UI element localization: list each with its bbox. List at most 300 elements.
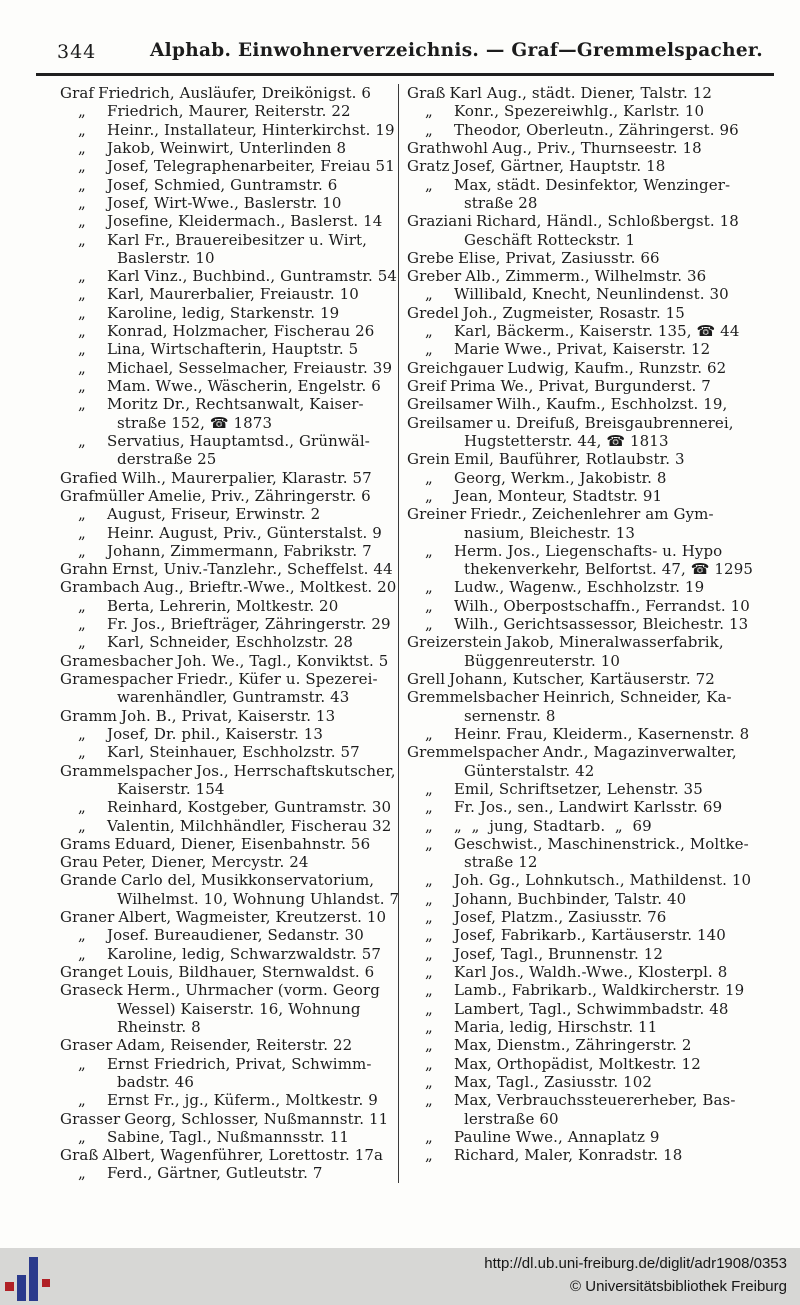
entry-text: August, Friseur, Erwinstr. 2	[107, 505, 321, 524]
entry-text: Wilh., Kaufm., Eschholzst. 19,	[496, 395, 728, 414]
directory-entry	[60, 908, 398, 926]
entry-continuation: straße 152, ☎ 1873	[117, 413, 273, 432]
ditto-mark: „	[78, 138, 86, 157]
directory-entry	[60, 1146, 398, 1164]
entry-text: Karl Vinz., Buchbind., Guntramstr. 54	[107, 267, 398, 286]
entry-text: Max, städt. Desinfektor, Wenzinger-	[454, 175, 731, 194]
entry-text: Prima We., Privat, Burgunderst. 7	[449, 377, 711, 395]
entry-text: Johann, Zimmermann, Fabrikstr. 7	[107, 541, 372, 560]
ditto-mark: „	[78, 505, 86, 524]
ditto-mark: „	[78, 633, 86, 652]
entry-text: Joh., Zugmeister, Rosastr. 15	[462, 303, 685, 322]
directory-entry	[407, 414, 778, 451]
surname: Graziani	[407, 212, 472, 231]
directory-entry	[407, 578, 778, 596]
ditto-mark: „	[78, 303, 86, 322]
entry-text: „ „ jung, Stadtarb. „ 69	[454, 816, 652, 835]
entry-text: Elise, Privat, Zasiusstr. 66	[458, 248, 660, 267]
entry-text: Heinr. August, Priv., Günterstalst. 9	[107, 523, 382, 542]
entry-text: Josef. Bureaudiener, Sedanstr. 30	[107, 926, 364, 945]
surname: Grahn	[60, 560, 108, 579]
directory-entry	[407, 487, 778, 505]
directory-entry	[407, 1055, 778, 1073]
entry-text: u. Dreifuß, Breisgaubrennerei,	[496, 413, 734, 432]
entry-continuation: Kaiserstr. 154	[117, 779, 225, 798]
entry-text: Moritz Dr., Rechtsanwalt, Kaiser-	[107, 395, 364, 414]
ditto-mark: „	[78, 798, 86, 817]
entry-text: Johann, Buchbinder, Talstr. 40	[454, 889, 687, 908]
entry-text: Emil, Bauführer, Rotlaubstr. 3	[454, 450, 685, 469]
entry-text: Jakob, Mineralwasserfabrik,	[506, 633, 724, 652]
directory-entry	[407, 615, 778, 633]
entry-text: Aug., Brieftr.-Wwe., Moltkest. 20	[143, 578, 397, 597]
entry-continuation: Hugstetterstr. 44, ☎ 1813	[464, 431, 669, 450]
entry-text: Wilh., Maurerpalier, Klarastr. 57	[121, 468, 372, 487]
surname: Grammelspacher	[60, 761, 192, 780]
ditto-mark: „	[425, 615, 433, 634]
page-title: Alphab. Einwohnerverzeichnis. — Graf—Gremmelspacher.	[150, 40, 764, 61]
entry-continuation: sernenstr. 8	[464, 706, 556, 725]
entry-continuation: warenhändler, Guntramstr. 43	[117, 688, 350, 707]
directory-entry	[407, 981, 778, 999]
ditto-mark: „	[425, 322, 433, 341]
ditto-mark: „	[78, 1054, 86, 1073]
surname: Graf	[60, 84, 95, 102]
ditto-mark: „	[78, 230, 86, 249]
directory-entry	[407, 121, 778, 139]
ditto-mark: „	[78, 724, 86, 743]
directory-entry	[60, 176, 398, 194]
surname: Grafied	[60, 468, 118, 487]
ditto-mark: „	[425, 120, 433, 139]
source-url: http://dl.ub.uni-freiburg.de/diglit/adr1908/0353	[484, 1255, 787, 1272]
ditto-mark: „	[78, 175, 86, 194]
page-number: 344	[57, 41, 97, 63]
surname: Grafmüller	[60, 486, 145, 505]
surname: Graß	[60, 1146, 99, 1165]
ditto-mark: „	[78, 322, 86, 341]
entry-text: Heinr. Frau, Kleiderm., Kasernenstr. 8	[454, 724, 750, 743]
page-header	[0, 40, 800, 66]
entry-text: Max, Orthopädist, Moltkestr. 12	[454, 1054, 701, 1073]
surname: Greif	[407, 377, 446, 395]
surname: Gredel	[407, 303, 459, 322]
ditto-mark: „	[425, 963, 433, 981]
ditto-mark: „	[425, 889, 433, 908]
directory-entry	[60, 926, 398, 944]
entry-continuation: straße 12	[464, 853, 538, 872]
directory-entry	[407, 139, 778, 157]
ditto-mark: „	[78, 1127, 86, 1146]
ditto-mark: „	[78, 1164, 86, 1183]
directory-entry	[60, 524, 398, 542]
directory-entry	[60, 1055, 398, 1092]
ditto-mark: „	[78, 395, 86, 414]
entry-text: Richard, Maler, Konradstr. 18	[454, 1146, 683, 1165]
directory-entry	[60, 505, 398, 523]
entry-text: Konrad, Holzmacher, Fischerau 26	[107, 322, 375, 341]
entry-continuation: derstraße 25	[117, 450, 217, 469]
surname: Gramesbacher	[60, 651, 173, 670]
entry-continuation: Baslerstr. 10	[117, 248, 215, 267]
logo-red-square-left	[5, 1282, 14, 1291]
surname: Greichgauer	[407, 358, 504, 377]
directory-columns	[60, 84, 778, 1183]
ditto-mark: „	[425, 944, 433, 963]
directory-entry	[407, 597, 778, 615]
ditto-mark: „	[425, 926, 433, 945]
entry-text: Carlo del, Musikkonservatorium,	[120, 871, 375, 890]
surname: Greilsamer	[407, 413, 493, 432]
entry-continuation: Geschäft Rotteckstr. 1	[464, 230, 636, 249]
entry-text: Ferd., Gärtner, Gutleutstr. 7	[107, 1164, 323, 1183]
ditto-mark: „	[425, 871, 433, 890]
ditto-mark: „	[425, 578, 433, 597]
directory-entry	[407, 963, 778, 981]
entry-text: Peter, Diener, Mercystr. 24	[102, 853, 309, 872]
ditto-mark: „	[425, 834, 433, 853]
directory-entry	[60, 194, 398, 212]
directory-entry	[407, 670, 778, 688]
entry-text: Josef, Fabrikarb., Kartäuserstr. 140	[454, 926, 726, 945]
directory-entry	[60, 1091, 398, 1109]
ditto-mark: „	[78, 285, 86, 304]
entry-text: Herm. Jos., Liegenschafts- u. Hypo	[454, 541, 723, 560]
entry-continuation: straße 28	[464, 193, 538, 212]
entry-text: Joh. We., Tagl., Konviktst. 5	[176, 651, 389, 670]
entry-text: Fr. Jos., Briefträger, Zähringerstr. 29	[107, 615, 391, 634]
directory-entry	[60, 707, 398, 725]
entry-text: Geschwist., Maschinenstrick., Moltke-	[454, 834, 749, 853]
surname: Gremmelsbacher	[407, 688, 539, 707]
entry-text: Max, Tagl., Zasiusstr. 102	[454, 1072, 653, 1091]
ditto-mark: „	[425, 724, 433, 743]
entry-text: Karl, Steinhauer, Eschholzstr. 57	[107, 743, 360, 762]
entry-text: Sabine, Tagl., Nußmannsstr. 11	[107, 1127, 350, 1146]
entry-text: Josefine, Kleidermach., Baslerst. 14	[107, 212, 383, 231]
ditto-mark: „	[425, 102, 433, 121]
ditto-mark: „	[425, 596, 433, 615]
directory-entry	[407, 1091, 778, 1128]
directory-entry	[407, 542, 778, 579]
surname: Grathwohl	[407, 138, 489, 157]
directory-entry	[407, 505, 778, 542]
directory-entry	[60, 817, 398, 835]
entry-text: Josef, Schmied, Guntramstr. 6	[107, 175, 338, 194]
ditto-mark: „	[78, 944, 86, 963]
surname: Gramespacher	[60, 670, 173, 688]
ditto-mark: „	[78, 193, 86, 212]
directory-entry	[60, 981, 398, 1036]
entry-text: Max, Dienstm., Zähringerstr. 2	[454, 1036, 692, 1055]
directory-entry	[60, 670, 398, 707]
directory-entry	[60, 1036, 398, 1054]
logo-blue-bar-tall	[29, 1257, 38, 1301]
entry-text: Adam, Reisender, Reiterstr. 22	[116, 1036, 353, 1055]
surname: Grein	[407, 450, 450, 469]
ditto-mark: „	[78, 743, 86, 762]
entry-text: Jean, Monteur, Stadtstr. 91	[454, 486, 663, 505]
directory-entry	[407, 176, 778, 213]
entry-text: Jos., Herrschaftskutscher,	[195, 761, 396, 780]
entry-text: Max, Verbrauchssteuererheber, Bas-	[454, 1091, 736, 1110]
ditto-mark: „	[425, 340, 433, 359]
directory-entry	[60, 633, 398, 651]
entry-text: Friedr., Küfer u. Spezerei-	[176, 670, 378, 688]
entry-text: Mam. Wwe., Wäscherin, Engelstr. 6	[107, 377, 381, 395]
entry-text: Karl, Schneider, Eschholzstr. 28	[107, 633, 354, 652]
directory-entry	[407, 304, 778, 322]
entry-text: Ernst Fr., jg., Küferm., Moltkestr. 9	[107, 1091, 378, 1110]
entry-text: Georg, Schlosser, Nußmannstr. 11	[124, 1109, 389, 1128]
entry-text: Fr. Jos., sen., Landwirt Karlsstr. 69	[454, 798, 723, 817]
ub-freiburg-logo-icon	[0, 1248, 60, 1305]
directory-entry	[407, 1073, 778, 1091]
entry-text: Theodor, Oberleutn., Zähringerst. 96	[454, 120, 739, 139]
entry-text: Maria, ledig, Hirschstr. 11	[454, 1017, 658, 1036]
ditto-mark: „	[425, 816, 433, 835]
surname: Gratz	[407, 157, 450, 176]
directory-entry	[407, 212, 778, 249]
surname: Greizerstein	[407, 633, 503, 652]
directory-entry	[407, 835, 778, 872]
ditto-mark: „	[425, 1036, 433, 1055]
directory-entry	[60, 340, 398, 358]
directory-entry	[60, 395, 398, 432]
entry-text: Josef, Telegraphenarbeiter, Freiau 51	[107, 157, 395, 176]
surname: Greber	[407, 267, 462, 286]
ditto-mark: „	[78, 523, 86, 542]
entry-text: Ludwig, Kaufm., Runzstr. 62	[507, 358, 727, 377]
directory-entry	[60, 304, 398, 322]
entry-text: Jakob, Weinwirt, Unterlinden 8	[107, 138, 347, 157]
directory-entry	[407, 340, 778, 358]
directory-entry	[60, 139, 398, 157]
ditto-mark: „	[425, 285, 433, 304]
directory-entry	[407, 817, 778, 835]
logo-red-square-right	[42, 1279, 50, 1287]
directory-entry	[407, 798, 778, 816]
ditto-mark: „	[78, 541, 86, 560]
entry-text: Herm., Uhrmacher (vorm. Georg	[126, 981, 380, 1000]
directory-entry	[60, 835, 398, 853]
surname: Grasser	[60, 1109, 121, 1128]
directory-entry	[60, 157, 398, 175]
entry-text: Johann, Kutscher, Kartäuserstr. 72	[449, 670, 715, 688]
footer-text	[484, 1254, 787, 1297]
directory-entry	[407, 322, 778, 340]
entry-continuation: Wilhelmst. 10, Wohnung Uhlandst. 7	[117, 889, 400, 908]
directory-entry	[407, 871, 778, 889]
surname: Grebe	[407, 248, 455, 267]
ditto-mark: „	[425, 798, 433, 817]
entry-continuation: Rheinstr. 8	[117, 1017, 201, 1036]
entry-text: Pauline Wwe., Annaplatz 9	[454, 1127, 660, 1146]
entry-text: Heinr., Installateur, Hinterkirchst. 19	[107, 120, 395, 139]
ditto-mark: „	[78, 358, 86, 377]
ditto-mark: „	[78, 615, 86, 634]
ditto-mark: „	[78, 1091, 86, 1110]
directory-entry	[407, 102, 778, 120]
entry-text: Ernst, Univ.-Tanzlehr., Scheffelst. 44	[111, 560, 393, 579]
directory-entry	[407, 926, 778, 944]
directory-entry	[60, 1128, 398, 1146]
surname: Grau	[60, 853, 99, 872]
directory-entry	[407, 285, 778, 303]
directory-entry	[60, 853, 398, 871]
ditto-mark: „	[425, 1127, 433, 1146]
directory-entry	[60, 267, 398, 285]
entry-text: Heinrich, Schneider, Ka-	[542, 688, 732, 707]
directory-entry	[407, 377, 778, 395]
directory-entry	[60, 377, 398, 395]
directory-entry	[60, 762, 398, 799]
surname: Greiner	[407, 505, 467, 524]
entry-text: Reinhard, Kostgeber, Guntramstr. 30	[107, 798, 392, 817]
entry-text: Wilh., Oberpostschaffn., Ferrandst. 10	[454, 596, 750, 615]
directory-entry	[407, 633, 778, 670]
entry-text: Georg, Werkm., Jakobistr. 8	[454, 468, 667, 487]
ditto-mark: „	[425, 1072, 433, 1091]
directory-entry	[407, 1036, 778, 1054]
ditto-mark: „	[425, 175, 433, 194]
entry-text: Karoline, ledig, Starkenstr. 19	[107, 303, 340, 322]
surname: Grande	[60, 871, 117, 890]
entry-text: Karl, Bäckerm., Kaiserstr. 135, ☎ 44	[454, 322, 740, 341]
directory-entry	[407, 1128, 778, 1146]
surname: Graseck	[60, 981, 123, 1000]
directory-entry	[60, 542, 398, 560]
directory-entry	[60, 1110, 398, 1128]
entry-text: Willibald, Knecht, Neunlindenst. 30	[454, 285, 729, 304]
ditto-mark: „	[78, 926, 86, 945]
directory-entry	[60, 469, 398, 487]
entry-text: Lambert, Tagl., Schwimmbadstr. 48	[454, 999, 729, 1018]
directory-entry	[60, 597, 398, 615]
surname: Granget	[60, 963, 123, 981]
directory-entry	[60, 652, 398, 670]
directory-entry	[60, 487, 398, 505]
directory-entry	[60, 725, 398, 743]
ditto-mark: „	[425, 1054, 433, 1073]
entry-continuation: nasium, Bleichestr. 13	[464, 523, 636, 542]
directory-entry	[60, 322, 398, 340]
entry-text: Karl Aug., städt. Diener, Talstr. 12	[449, 84, 712, 102]
entry-text: Friedrich, Ausläufer, Dreikönigst. 6	[98, 84, 372, 102]
entry-text: Richard, Händl., Schloßbergst. 18	[476, 212, 739, 231]
entry-text: Josef, Dr. phil., Kaiserstr. 13	[107, 724, 324, 743]
surname: Greilsamer	[407, 395, 493, 414]
entry-text: Friedrich, Maurer, Reiterstr. 22	[107, 102, 351, 121]
ditto-mark: „	[425, 981, 433, 1000]
directory-entry	[407, 359, 778, 377]
directory-entry	[407, 84, 778, 102]
surname: Graser	[60, 1036, 113, 1055]
ditto-mark: „	[425, 1091, 433, 1110]
directory-entry	[407, 725, 778, 743]
surname: Grambach	[60, 578, 140, 597]
directory-entry	[407, 688, 778, 725]
entry-text: Alb., Zimmerm., Wilhelmstr. 36	[465, 267, 707, 286]
entry-text: Josef, Gärtner, Hauptstr. 18	[453, 157, 666, 176]
surname: Graner	[60, 908, 115, 927]
entry-text: Joh. Gg., Lohnkutsch., Mathildenst. 10	[454, 871, 752, 890]
directory-entry	[60, 871, 398, 908]
entry-continuation: Wessel) Kaiserstr. 16, Wohnung	[117, 999, 361, 1018]
directory-entry	[407, 1018, 778, 1036]
ditto-mark: „	[78, 120, 86, 139]
entry-text: Lina, Wirtschafterin, Hauptstr. 5	[107, 340, 359, 359]
ditto-mark: „	[78, 212, 86, 231]
entry-text: Michael, Sesselmacher, Freiaustr. 39	[107, 358, 393, 377]
entry-continuation: lerstraße 60	[464, 1109, 559, 1128]
entry-text: Konr., Spezereiwhlg., Karlstr. 10	[454, 102, 705, 121]
directory-entry	[60, 285, 398, 303]
directory-entry	[407, 450, 778, 468]
entry-text: Josef, Wirt-Wwe., Baslerstr. 10	[107, 193, 342, 212]
ditto-mark: „	[78, 102, 86, 121]
directory-entry	[407, 890, 778, 908]
ditto-mark: „	[425, 541, 433, 560]
ditto-mark: „	[78, 340, 86, 359]
entry-text: Karoline, ledig, Schwarzwaldstr. 57	[107, 944, 381, 963]
entry-text: Berta, Lehrerin, Moltkestr. 20	[107, 596, 339, 615]
entry-text: Karl Jos., Waldh.-Wwe., Klosterpl. 8	[454, 963, 728, 981]
directory-entry	[407, 1146, 778, 1164]
directory-entry	[407, 249, 778, 267]
directory-entry	[60, 615, 398, 633]
entry-text: Servatius, Hauptamtsd., Grünwäl-	[107, 431, 370, 450]
directory-entry	[60, 231, 398, 268]
surname: Grams	[60, 834, 111, 853]
entry-text: Josef, Tagl., Brunnenstr. 12	[454, 944, 664, 963]
directory-entry	[60, 84, 398, 102]
entry-continuation: Günterstalstr. 42	[464, 761, 595, 780]
directory-entry	[60, 578, 398, 596]
entry-text: Valentin, Milchhändler, Fischerau 32	[107, 816, 392, 835]
entry-text: Ernst Friedrich, Privat, Schwimm-	[107, 1054, 372, 1073]
directory-entry	[60, 212, 398, 230]
directory-entry	[407, 267, 778, 285]
entry-text: Ludw., Wagenw., Eschholzstr. 19	[454, 578, 705, 597]
column-left	[60, 84, 398, 1183]
logo-blue-bar-short	[17, 1275, 26, 1301]
header-rule	[36, 73, 774, 76]
ditto-mark: „	[78, 816, 86, 835]
entry-text: Eduard, Diener, Eisenbahnstr. 56	[114, 834, 371, 853]
directory-entry	[407, 743, 778, 780]
entry-text: Josef, Platzm., Zasiusstr. 76	[454, 908, 667, 927]
surname: Gremmelspacher	[407, 743, 539, 762]
ditto-mark: „	[78, 431, 86, 450]
directory-entry	[407, 469, 778, 487]
directory-entry	[60, 102, 398, 120]
ditto-mark: „	[78, 157, 86, 176]
directory-entry	[60, 798, 398, 816]
entry-text: Albert, Wagmeister, Kreutzerst. 10	[118, 908, 387, 927]
ditto-mark: „	[425, 1146, 433, 1165]
directory-entry	[60, 963, 398, 981]
ditto-mark: „	[78, 377, 86, 395]
entry-text: Emil, Schriftsetzer, Lehenstr. 35	[454, 779, 703, 798]
surname: Grell	[407, 670, 446, 688]
entry-text: Friedr., Zeichenlehrer am Gym-	[470, 505, 714, 524]
ditto-mark: „	[425, 1017, 433, 1036]
column-right	[398, 84, 778, 1183]
entry-text: Amelie, Priv., Zähringerstr. 6	[148, 486, 371, 505]
directory-entry	[60, 359, 398, 377]
digitization-footer-bar	[0, 1248, 800, 1305]
